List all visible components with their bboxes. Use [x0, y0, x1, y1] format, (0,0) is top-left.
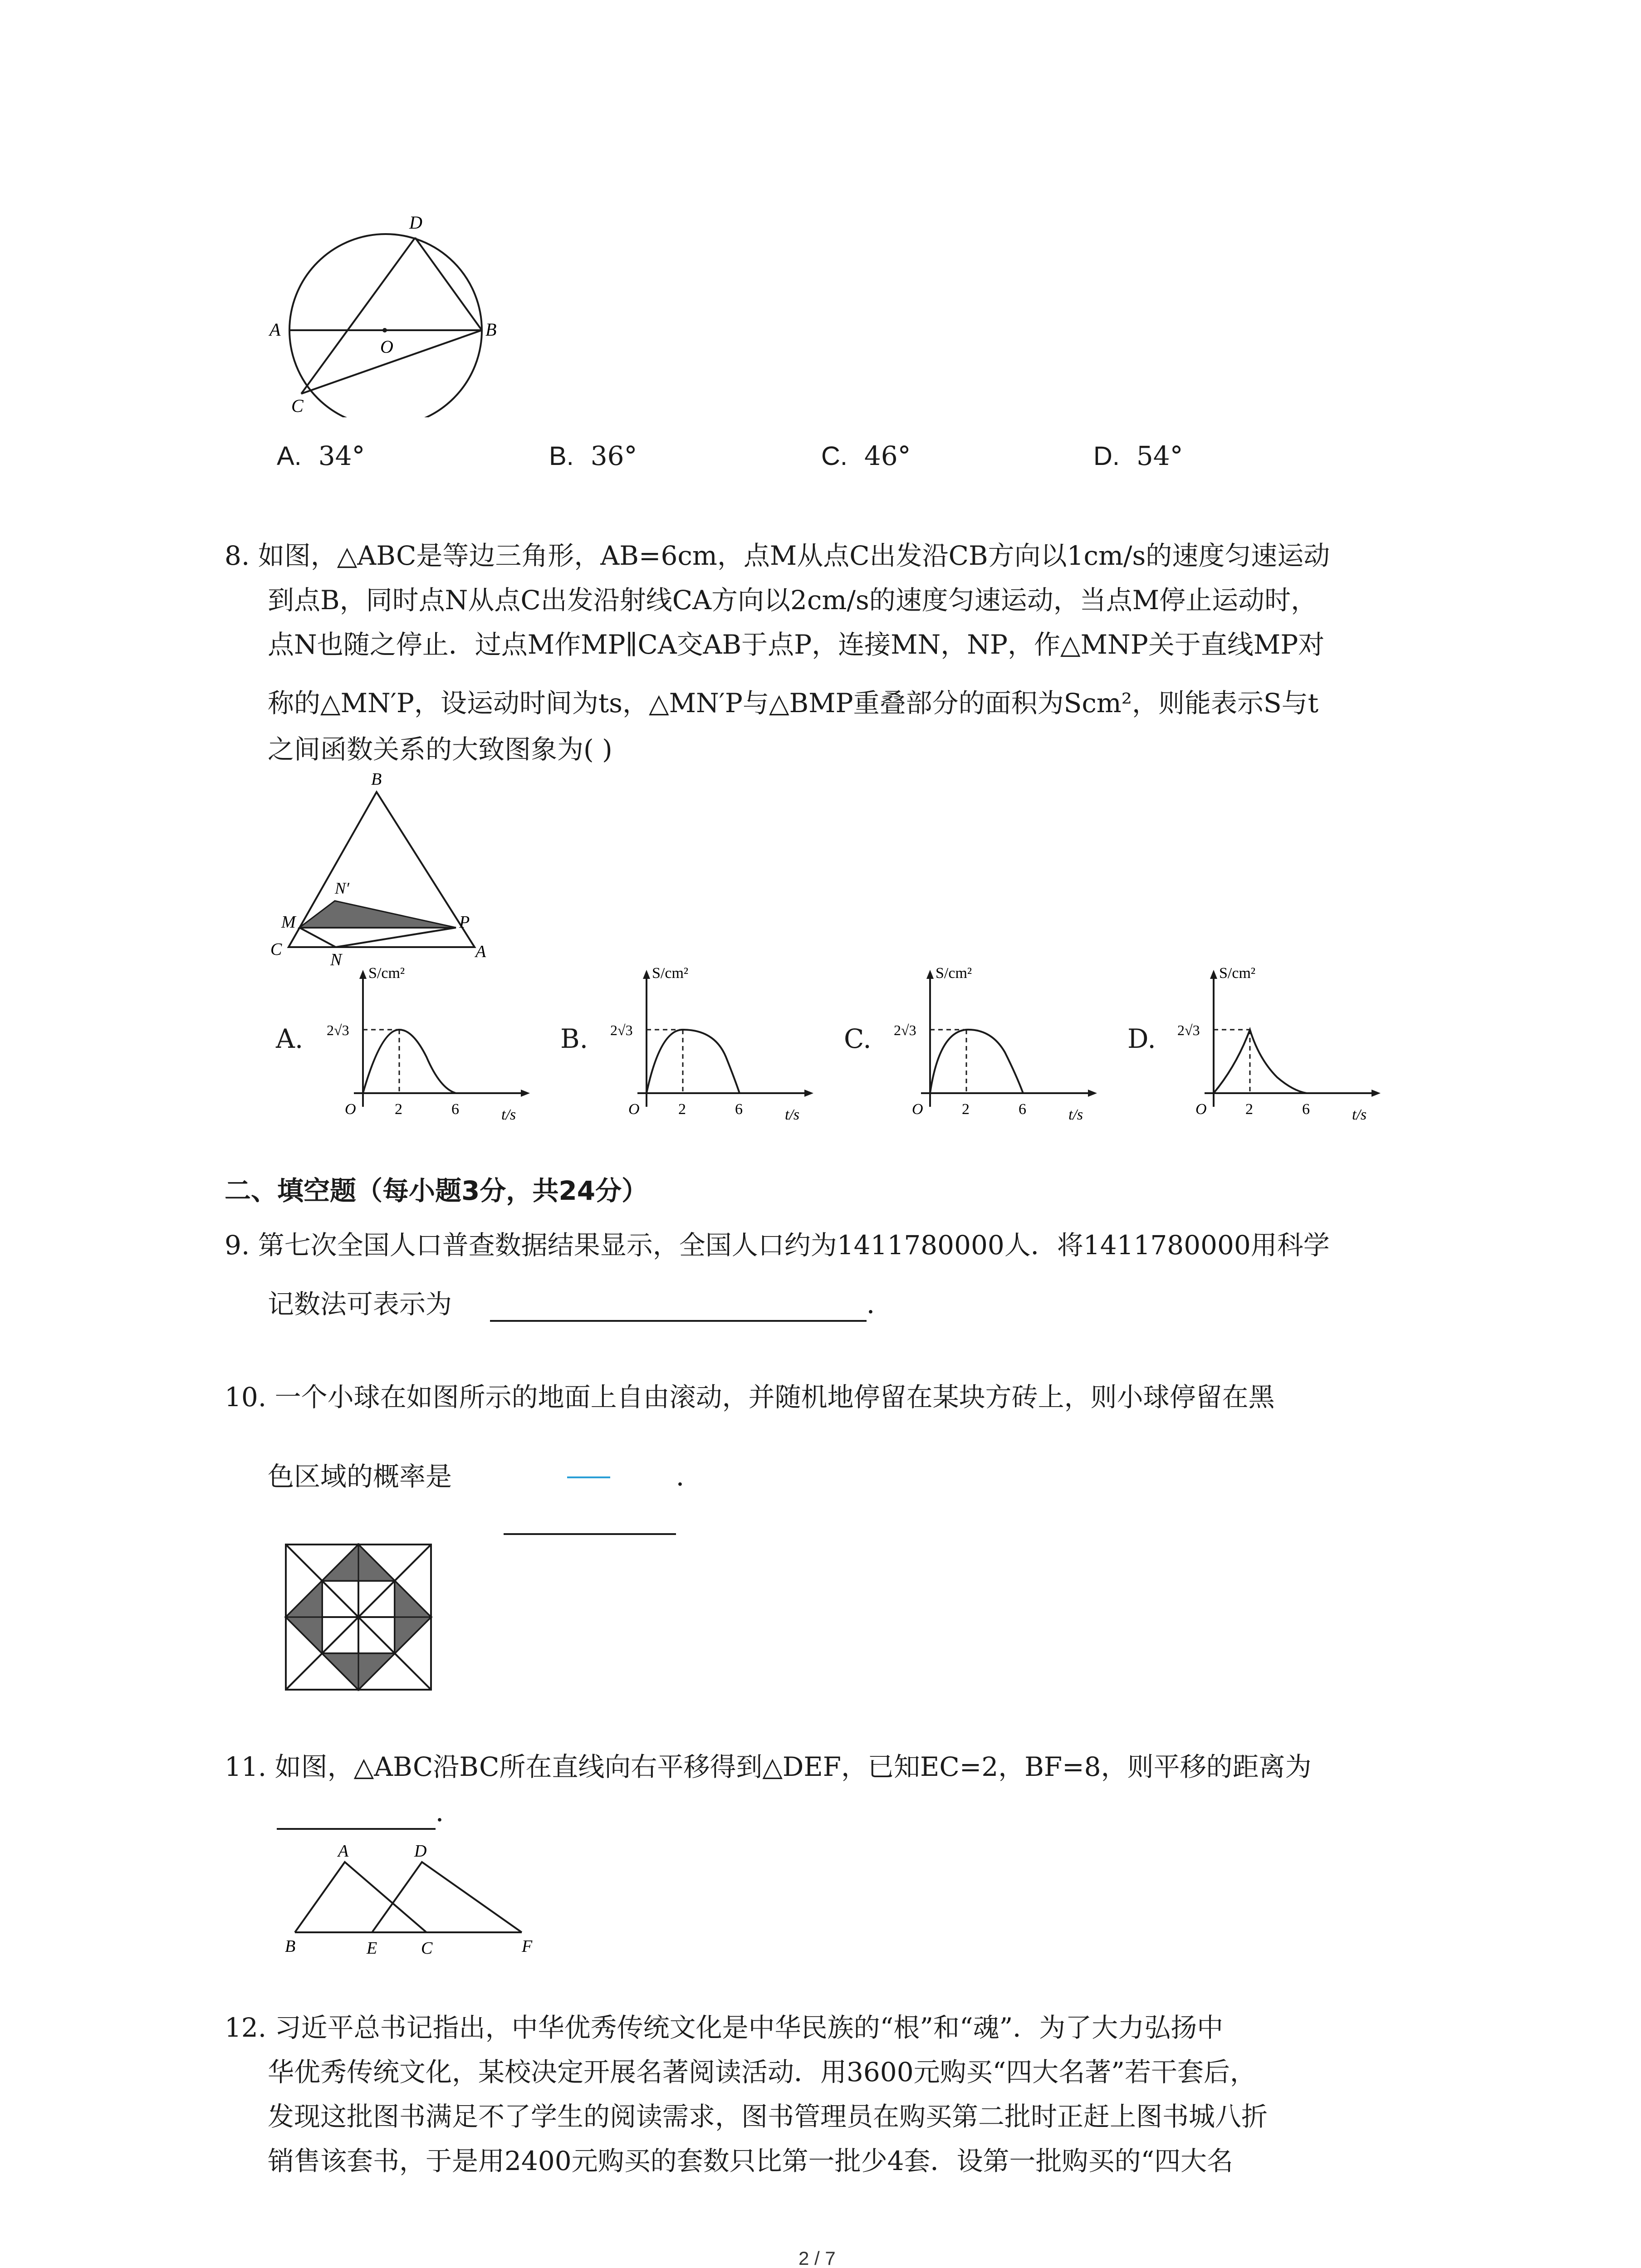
q11-label-d: D — [414, 1842, 427, 1861]
q8-option-c-letter[interactable]: C. — [844, 1023, 872, 1054]
q8-graph-c-x-label: t/s — [1068, 1106, 1083, 1123]
q7-option-c-letter: C. — [821, 441, 847, 471]
q9-answer-blank[interactable] — [490, 1320, 867, 1322]
q7-option-a-value: 34° — [318, 440, 365, 471]
page-number: 2 / 7 — [798, 2248, 836, 2268]
q11-line: 11. 如图，△ABC沿BC所在直线向右平移得到△DEF，已知EC=2，BF=8，则平移的距离为 — [225, 1751, 1312, 1782]
q7-label-b: B — [485, 319, 497, 340]
q8-line-5: 之间函数关系的大致图象为( ) — [268, 734, 612, 765]
q10-line-2: 色区域的概率是 — [268, 1461, 452, 1492]
q7-option-c-value: 46° — [864, 440, 911, 471]
q12-line-1: 12. 习近平总书记指出，中华优秀传统文化是中华民族的“根”和“魂”．为了大力弘扬中 — [225, 2012, 1224, 2043]
q8-graph-c-x-tick-1: 2 — [962, 1101, 970, 1118]
q8-label-n-prime: N′ — [335, 879, 349, 897]
q8-graph-a-x-label: t/s — [501, 1106, 516, 1123]
q8-graph-d-x-label: t/s — [1352, 1106, 1367, 1123]
q11-label-a: A — [338, 1842, 349, 1861]
q8-triangle-figure — [268, 771, 504, 971]
q10-fraction-bar — [567, 1476, 610, 1478]
section-title: 二、填空题（每小题3分，共24分） — [225, 1175, 648, 1206]
q10-tile-figure — [281, 1540, 436, 1694]
q8-label-p: P — [459, 913, 470, 932]
q8-label-n: N — [330, 950, 342, 969]
q8-label-b: B — [371, 771, 382, 789]
q11-label-e: E — [367, 1939, 377, 1957]
q8-line-4: 称的△MN′P，设运动时间为ts，△MN′P与△BMP重叠部分的面积为Scm²，则能表示S与t — [268, 688, 1319, 719]
q8-graph-b-x-label: t/s — [785, 1106, 800, 1123]
q8-label-c: C — [270, 940, 282, 959]
q8-graph-a-x-tick-2: 6 — [451, 1101, 459, 1118]
q8-graph-b-origin: O — [628, 1101, 640, 1118]
q7-option-b-value: 36° — [590, 440, 637, 471]
q7-circle-figure — [254, 209, 508, 417]
q7-label-a: A — [269, 319, 281, 340]
q8-graph-a-x-tick-1: 2 — [395, 1101, 402, 1118]
q7-option-c[interactable] — [821, 438, 911, 474]
q12-line-3: 发现这批图书满足不了学生的阅读需求，图书管理员在购买第二批时正赶上图书城八折 — [268, 2101, 1268, 2132]
q7-option-b[interactable] — [549, 438, 637, 474]
q8-graph-a[interactable] — [318, 962, 535, 1125]
q12-line-4: 销售该套书，于是用2400元购买的套数只比第一批少4套．设第一批购买的“四大名 — [268, 2146, 1234, 2176]
q7-option-d-value: 54° — [1136, 440, 1183, 471]
q10-end-mark: ． — [676, 1461, 703, 1492]
q8-graph-b[interactable] — [601, 962, 819, 1125]
q11-end-mark: ． — [436, 1797, 462, 1828]
q12-line-2: 华优秀传统文化，某校决定开展名著阅读活动．用3600元购买“四大名著”若干套后， — [268, 2057, 1256, 2087]
q9-line-2: 记数法可表示为 — [268, 1289, 452, 1320]
q8-option-b-letter[interactable]: B. — [560, 1023, 588, 1054]
q8-graph-d-origin: O — [1195, 1101, 1207, 1118]
q8-graph-c-origin: O — [912, 1101, 923, 1118]
q8-graph-d-x-tick-2: 6 — [1302, 1101, 1310, 1118]
q8-graph-b-x-tick-2: 6 — [735, 1101, 743, 1118]
q8-graph-d-x-tick-1: 2 — [1245, 1101, 1253, 1118]
q7-option-a[interactable] — [277, 438, 365, 474]
q7-option-d-letter: D. — [1093, 441, 1120, 471]
q7-option-d[interactable] — [1093, 438, 1183, 474]
q8-graph-c[interactable] — [885, 962, 1102, 1125]
q11-answer-blank[interactable] — [277, 1828, 436, 1830]
q7-label-o: O — [380, 337, 393, 357]
q8-graph-c-y-label: S/cm² — [936, 965, 972, 982]
q7-label-d: D — [409, 212, 422, 233]
q8-line-3: 点N也随之停止．过点M作MP∥CA交AB于点P，连接MN，NP，作△MNP关于直线MP对 — [268, 629, 1325, 660]
q10-answer-blank[interactable] — [504, 1533, 676, 1535]
q10-line-1: 10. 一个小球在如图所示的地面上自由滚动，并随机地停留在某块方砖上，则小球停留在黑 — [225, 1382, 1275, 1413]
q8-graph-b-x-tick-1: 2 — [678, 1101, 686, 1118]
q11-label-c: C — [421, 1939, 433, 1957]
q8-label-m: M — [281, 913, 296, 932]
q8-graph-d-y-tick: 2√3 — [1177, 1022, 1200, 1038]
q8-graph-c-x-tick-2: 6 — [1019, 1101, 1026, 1118]
q9-line-1: 9. 第七次全国人口普查数据结果显示，全国人口约为1411780000人．将1411780000用科学 — [225, 1230, 1330, 1261]
q8-graph-a-y-label: S/cm² — [368, 965, 405, 982]
q8-graph-c-y-tick: 2√3 — [894, 1022, 916, 1038]
q11-label-b: B — [285, 1937, 296, 1956]
q8-graph-d[interactable] — [1168, 962, 1386, 1125]
q9-end-mark: ． — [867, 1289, 893, 1320]
q8-line-2: 到点B，同时点N从点C出发沿射线CA方向以2cm/s的速度匀速运动，当点M停止运动时， — [268, 585, 1318, 616]
q7-option-b-letter: B. — [549, 441, 574, 471]
q8-option-d-letter[interactable]: D. — [1127, 1023, 1156, 1054]
q8-graph-b-y-label: S/cm² — [652, 965, 689, 982]
q8-option-a-letter[interactable]: A. — [276, 1023, 304, 1054]
q8-graph-a-origin: O — [345, 1101, 356, 1118]
q7-option-a-letter: A. — [277, 441, 302, 471]
q7-label-c: C — [291, 396, 304, 416]
q11-translation-figure — [277, 1839, 540, 1957]
q8-graph-a-y-tick: 2√3 — [327, 1022, 349, 1038]
q8-graph-b-y-tick: 2√3 — [610, 1022, 633, 1038]
q8-label-a: A — [475, 942, 486, 961]
q11-label-f: F — [522, 1937, 533, 1956]
q8-graph-d-y-label: S/cm² — [1219, 965, 1256, 982]
q8-line-1: 8. 如图，△ABC是等边三角形，AB=6cm，点M从点C出发沿CB方向以1cm/s的速度匀速运动 — [225, 540, 1330, 571]
